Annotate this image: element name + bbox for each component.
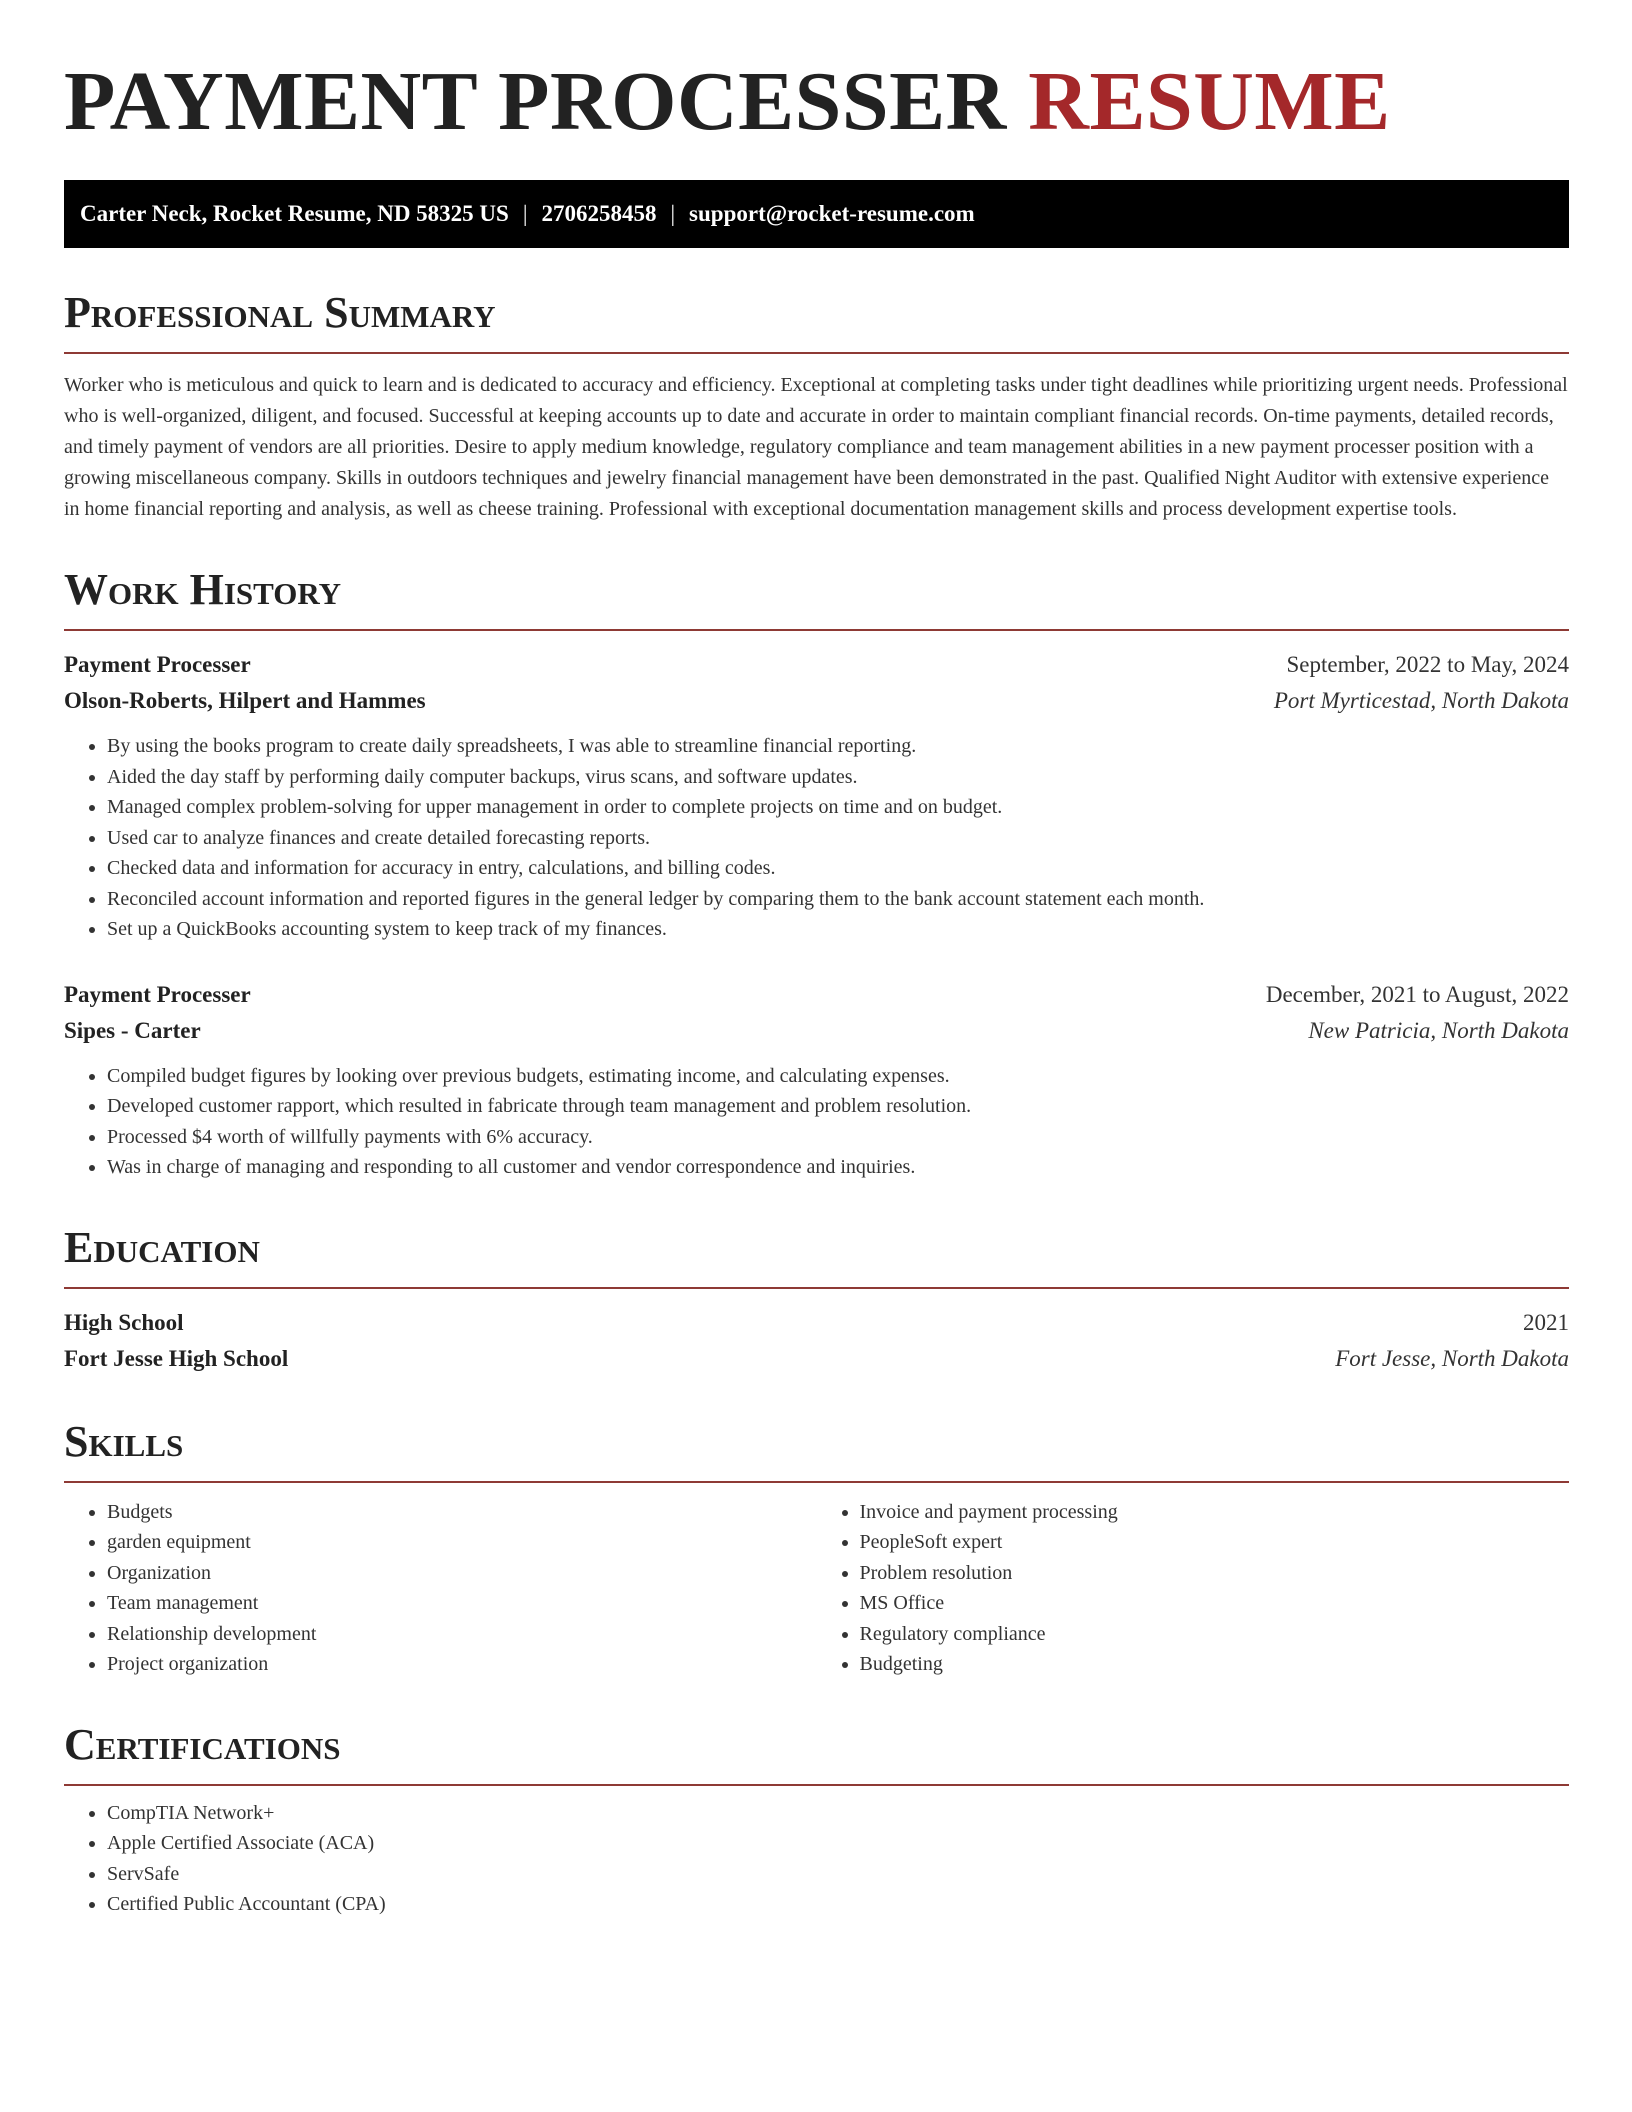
list-item: • Team management [107,1588,817,1619]
list-item: • Processed $4 worth of willfully payments with 6% accuracy. [107,1122,1569,1153]
education-degree: High School [64,1309,184,1335]
list-item: • Problem resolution [860,1558,1570,1589]
job-title: Payment Processer [64,981,251,1007]
list-item: • Developed customer rapport, which resulted in fabricate through team management and problem resolution. [107,1091,1569,1122]
education-degree-row [64,1305,1569,1341]
contact-separator: | [670,201,676,226]
list-item: • Compiled budget figures by looking over previous budgets, estimating income, and calculating expenses. [107,1061,1569,1092]
job-bullets [64,1061,1569,1183]
job-company-row [64,1013,1569,1049]
list-item: • Budgets [107,1497,817,1528]
list-item: • Relationship development [107,1619,817,1650]
contact-bar [64,180,1569,248]
list-item: • Organization [107,1558,817,1589]
job-dates: September, 2022 to May, 2024 [1286,652,1569,677]
list-item: • Project organization [107,1649,817,1680]
skills-list [64,1497,1569,1680]
education-heading: Education [64,1223,1569,1289]
job-company-row [64,683,1569,719]
list-item: • Managed complex problem-solving for upper management in order to complete projects on time and on budget. [107,792,1569,823]
list-item: • Apple Certified Associate (ACA) [107,1828,1569,1859]
resume-page [64,0,1569,1920]
title-main: PAYMENT PROCESSER [64,55,1007,148]
job-title: Payment Processer [64,652,251,677]
title-accent: RESUME [1028,55,1391,148]
job-bullets [64,731,1569,945]
education-location: Fort Jesse, North Dakota [1335,1345,1569,1371]
summary-heading: Professional Summary [64,288,1569,354]
contact-phone: 2706258458 [541,201,657,226]
list-item: • Was in charge of managing and responding to all customer and vendor correspondence and inquiries. [107,1152,1569,1183]
list-item: • Regulatory compliance [860,1619,1570,1650]
contact-address: Carter Neck, Rocket Resume, ND 58325 US [80,201,509,226]
summary-text: Worker who is meticulous and quick to learn and is dedicated to accuracy and efficiency. Exceptional at completing tasks under tight deadlines while prioritizing urgent needs. Professional who is well-organized, diligent, and focused. Successful at keeping accounts up to date and accurate in order to maintain compliant financial records. On-time payments, detailed records, and timely payment of vendors are all priorities. Desire to apply medium knowledge, regulatory compliance and team management abilities in a new payment processer position with a growing miscellaneous company. Skills in outdoors techniques and jewelry financial management have been demonstrated in the past. Qualified Night Auditor with extensive experience in home financial reporting and analysis, as well as cheese training. Professional with exceptional documentation management skills and process development expertise tools. [64,374,1568,520]
job-dates: December, 2021 to August, 2022 [1265,981,1569,1007]
list-item: • garden equipment [107,1527,817,1558]
list-item: • CompTIA Network+ [107,1798,1569,1829]
list-item: • Budgeting [860,1649,1570,1680]
skills-column-right [817,1497,1570,1680]
education-school: Fort Jesse High School [64,1345,289,1371]
list-item: • MS Office [860,1588,1570,1619]
job-entry [64,647,1569,945]
work-history-heading: Work History [64,565,1569,631]
list-item: • By using the books program to create daily spreadsheets, I was able to streamline financial reporting. [107,731,1569,762]
list-item: • Invoice and payment processing [860,1497,1570,1528]
education-entry [64,1305,1569,1377]
list-item: • Reconciled account information and reported figures in the general ledger by comparing them to the bank account statement each month. [107,884,1569,915]
job-company: Olson-Roberts, Hilpert and Hammes [64,688,426,713]
certifications-list [64,1798,1569,1920]
list-item: • Used car to analyze finances and create detailed forecasting reports. [107,823,1569,854]
skills-column-left [64,1497,817,1680]
job-location: Port Myrticestad, North Dakota [1273,688,1569,713]
list-item: • Set up a QuickBooks accounting system to keep track of my finances. [107,914,1569,945]
job-title-row [64,647,1569,683]
list-item: • PeopleSoft expert [860,1527,1570,1558]
list-item: • Checked data and information for accuracy in entry, calculations, and billing codes. [107,853,1569,884]
education-school-row [64,1341,1569,1377]
list-item: • Certified Public Accountant (CPA) [107,1889,1569,1920]
contact-email: support@rocket-resume.com [689,201,975,226]
job-company: Sipes - Carter [64,1017,201,1043]
job-entry [64,977,1569,1183]
skills-heading: Skills [64,1417,1569,1483]
certifications-heading: Certifications [64,1720,1569,1786]
list-item: • ServSafe [107,1859,1569,1890]
list-item: • Aided the day staff by performing daily computer backups, virus scans, and software updates. [107,762,1569,793]
job-title-row [64,977,1569,1013]
resume-title [64,54,1569,150]
education-year: 2021 [1523,1309,1569,1335]
contact-separator: | [522,201,528,226]
job-location: New Patricia, North Dakota [1308,1017,1569,1043]
